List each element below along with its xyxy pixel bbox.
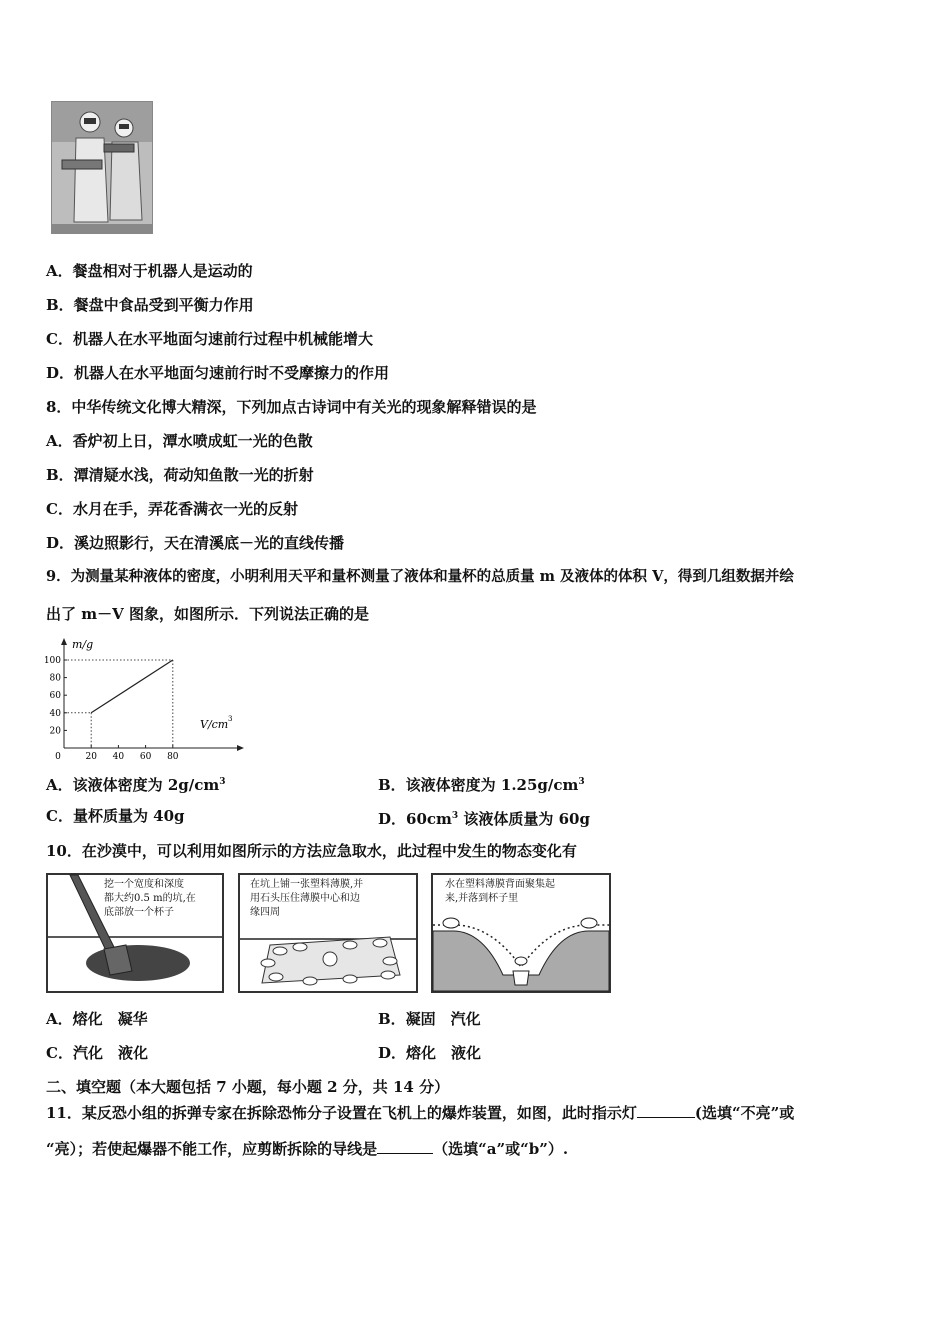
- q10-panel3-line1: 水在塑料薄膜背面聚集起: [445, 879, 555, 890]
- x-axis-arrow: [237, 745, 244, 751]
- q8-option-a: A．香炉初上日，潭水喷成虹一光的色散: [46, 432, 313, 450]
- x-tick-label-20: 20: [85, 752, 97, 762]
- q9-stem-line2: 出了 m－V 图象，如图所示．下列说法正确的是: [46, 605, 369, 623]
- q9-option-a: A．该液体密度为 $2g/cm^3$: [46, 776, 226, 794]
- q8-option-d: D．溪边照影行，天在清溪底－光的直线传播: [46, 534, 345, 552]
- y-tick-label-60: 60: [49, 691, 61, 702]
- q8-stem: 8．中华传统文化博大精深，下列加点古诗词中有关光的现象解释错误的是: [46, 398, 537, 416]
- q10-panel1-line1: 挖一个宽度和深度: [104, 879, 184, 890]
- y-tick-label-80: 80: [49, 673, 61, 684]
- q11-line1: 11．某反恐小组的拆弹专家在拆除恐怖分子设置在飞机上的爆炸装置，如图，此时指示灯 (选填“不亮”或: [46, 1104, 795, 1122]
- q9-option-c: C．量杯质量为 40g: [46, 807, 185, 825]
- q9-stem-line1: 9．为测量某种液体的密度，小明利用天平和量杯测量了液体和量杯的总质量 m 及液体的体积 V，得到几组数据并绘: [46, 568, 794, 585]
- q11-line2: “亮）；若使起爆器不能工作，应剪断拆除的导线是 （选填“a”或“b”）.: [46, 1140, 569, 1158]
- y-axis-label: m/g: [72, 638, 94, 651]
- q9-option-d: D．$60cm^3$ 该液体质量为 60g: [378, 810, 590, 828]
- q11-blank-1[interactable]: [637, 1103, 695, 1118]
- q10-panel2-line2: 用石头压住薄膜中心和边: [250, 893, 360, 904]
- series-line-m-v: [91, 660, 173, 713]
- q10-panel-dig-pit: [46, 873, 224, 993]
- q10-panel2-line3: 缘四周: [250, 907, 280, 918]
- q7-option-b: B．餐盘中食品受到平衡力作用: [46, 296, 254, 314]
- robot-figure-drawing: [52, 102, 152, 233]
- q7-option-c: C．机器人在水平地面匀速前行过程中机械能增大: [46, 330, 373, 348]
- x-tick-label-40: 40: [112, 752, 125, 762]
- x-axis-label-sup: 3: [228, 715, 233, 723]
- q10-panel1-line3: 底部放一个杯子: [104, 907, 174, 918]
- q10-stem: 10．在沙漠中，可以利用如图所示的方法应急取水，此过程中发生的物态变化有: [46, 842, 577, 860]
- x-tick-label-80: 80: [167, 752, 179, 762]
- y-tick-label-20: 20: [49, 726, 61, 737]
- q10-option-d: D．熔化 液化: [378, 1044, 482, 1062]
- q8-option-c: C．水月在手，弄花香满衣一光的反射: [46, 500, 298, 518]
- q7-option-a: A．餐盘相对于机器人是运动的: [46, 262, 253, 280]
- q10-panel3-line2: 来,并落到杯子里: [445, 893, 519, 904]
- q10-panel-cover-film: [238, 873, 418, 993]
- q7-option-d: D．机器人在水平地面匀速前行时不受摩擦力的作用: [46, 364, 390, 382]
- x-tick-label-0: 0: [55, 752, 61, 762]
- q10-panel2-line1: 在坑上铺一张塑料薄膜,并: [250, 879, 364, 890]
- y-tick-label-40: 40: [49, 708, 61, 719]
- q9-option-b: B．该液体密度为 $1.25g/cm^3$: [378, 776, 585, 794]
- q10-option-a: A．熔化 凝华: [46, 1010, 148, 1028]
- q10-panel-collect-water: [431, 873, 611, 993]
- robot-waiter-photo: [51, 101, 153, 234]
- q10-option-b: B．凝固 汽化: [378, 1010, 481, 1028]
- q10-panel1-line2: 都大约0.5 m的坑,在: [104, 893, 196, 904]
- q10-option-c: C．汽化 液化: [46, 1044, 148, 1062]
- x-tick-label-60: 60: [139, 752, 152, 762]
- m-v-chart: [40, 636, 250, 762]
- y-tick-label-100: 100: [43, 656, 61, 666]
- section2-heading: 二、填空题（本大题包括 7 小题，每小题 2 分，共 14 分）: [46, 1078, 450, 1096]
- q8-option-b: B．潭清疑水浅，荷动知鱼散一光的折射: [46, 466, 314, 484]
- y-axis-arrow: [61, 638, 67, 645]
- x-axis-label: V/cm: [200, 718, 229, 731]
- q11-blank-2[interactable]: [377, 1139, 433, 1154]
